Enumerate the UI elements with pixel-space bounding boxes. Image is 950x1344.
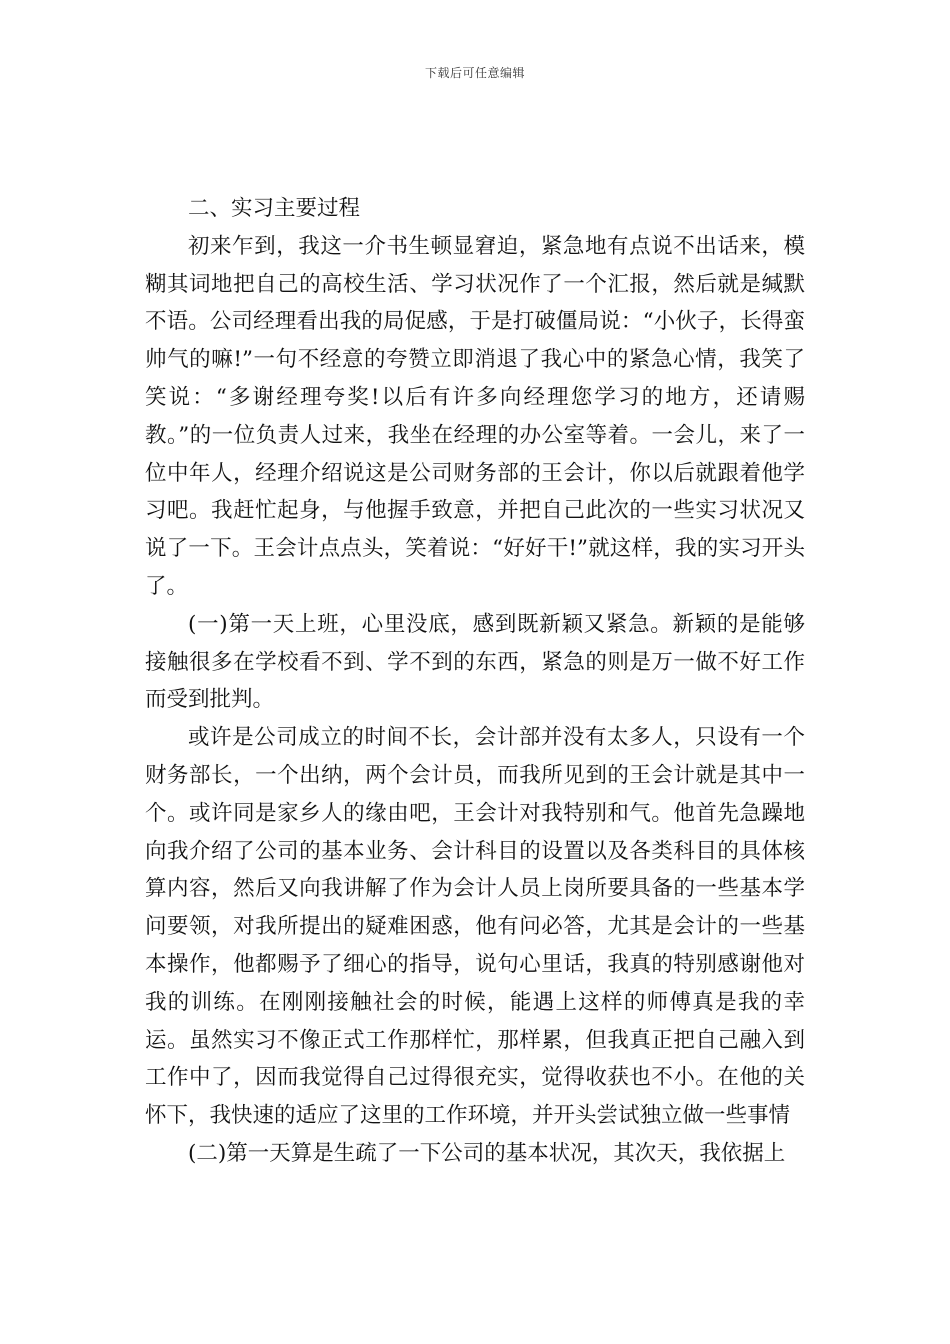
paragraph: 初来乍到，我这一介书生顿显窘迫，紧急地有点说不出话来，模糊其词地把自己的高校生活、学习状况作了一个汇报，然后就是缄默不语。公司经理看出我的局促感，于是打破僵局说：“小伙子，长得蛮帅气的嘛!”一句不经意的夸赞立即消退了我心中的紧急心情，我笑了笑说：“多谢经理夸奖!以后有许多向经理您学习的地方，还请赐教。”的一位负责人过来，我坐在经理的办公室等着。一会儿，来了一位中年人，经理介绍说这是公司财务部的王会计，你以后就跟着他学习吧。我赶忙起身，与他握手致意，并把自己此次的一些实习状况又说了一下。王会计点点头，笑着说：“好好干!”就这样，我的实习开头了。 <box>145 233 805 599</box>
paragraph: (一)第一天上班，心里没底，感到既新颖又紧急。新颖的是能够接触很多在学校看不到、学不到的东西，紧急的则是万一做不好工作而受到批判。 <box>145 611 805 713</box>
document-body <box>145 190 805 1173</box>
paragraph: (二)第一天算是生疏了一下公司的基本状况，其次天，我依据上 <box>188 1140 786 1166</box>
paragraph: 或许是公司成立的时间不长，会计部并没有太多人，只设有一个财务部长，一个出纳，两个会计员，而我所见到的王会计就是其中一个。或许同是家乡人的缘由吧，王会计对我特别和气。他首先急躁地向我介绍了公司的基本业务、会计科目的设置以及各类科目的具体核算内容，然后又向我讲解了作为会计人员上岗所要具备的一些基本学问要领，对我所提出的疑难困惑，他有问必答，尤其是会计的一些基本操作，他都赐予了细心的指导，说句心里话，我真的特别感谢他对我的训练。在刚刚接触社会的时候，能遇上这样的师傅真是我的幸运。虽然实习不像正式工作那样忙，那样累，但我真正把自己融入到工作中了，因而我觉得自己过得很充实，觉得收获也不小。在他的关怀下，我快速的适应了这里的工作环境，并开头尝试独立做一些事情 <box>145 725 805 1129</box>
section-heading: 二、实习主要过程 <box>188 196 361 221</box>
page-header: 下载后可任意编辑 <box>424 66 525 80</box>
